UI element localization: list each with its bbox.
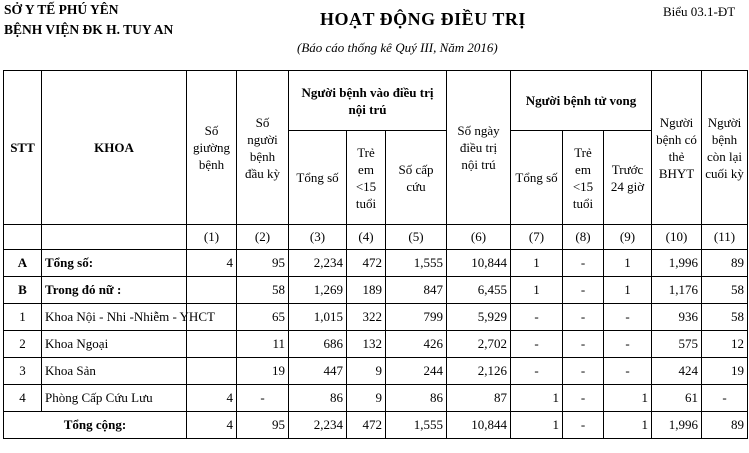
col-number: (6) [447, 225, 511, 250]
table-cell: - [563, 385, 604, 412]
col-header-so-ngay: Số ngày điều trị nội trú [447, 71, 511, 225]
table-cell: 1 [604, 250, 652, 277]
table-cell: - [563, 331, 604, 358]
col-header-khoa: KHOA [42, 71, 187, 225]
table-cell: 58 [702, 277, 748, 304]
table-cell: 2,702 [447, 331, 511, 358]
table-cell: 89 [702, 250, 748, 277]
table-cell: 61 [652, 385, 702, 412]
table-cell: 58 [702, 304, 748, 331]
total-row [4, 412, 748, 439]
col-number: (7) [511, 225, 563, 250]
table-cell: 1,015 [289, 304, 347, 331]
row-stt: 3 [4, 358, 42, 385]
col-number: (8) [563, 225, 604, 250]
col-header-con-lai: Người bệnh còn lại cuối kỳ [702, 71, 748, 225]
table-cell: - [237, 385, 289, 412]
table-cell: 1,555 [386, 250, 447, 277]
table-cell: - [511, 304, 563, 331]
table-cell: - [563, 277, 604, 304]
table-cell: 1 [604, 385, 652, 412]
table-cell: 2,234 [289, 412, 347, 439]
table-cell: 6,455 [447, 277, 511, 304]
col-header-tong-so: Tổng số [289, 131, 347, 225]
table-cell: 89 [702, 412, 748, 439]
table-cell: 95 [237, 250, 289, 277]
row-stt: 1 [4, 304, 42, 331]
table-cell: - [511, 358, 563, 385]
table-cell: 1,176 [652, 277, 702, 304]
table-cell [187, 358, 237, 385]
table-cell: 426 [386, 331, 447, 358]
table-cell: 87 [447, 385, 511, 412]
table-cell: 1,555 [386, 412, 447, 439]
table-cell: 799 [386, 304, 447, 331]
col-number: (3) [289, 225, 347, 250]
col-number: (1) [187, 225, 237, 250]
row-khoa: Phòng Cấp Cứu Lưu [42, 385, 187, 412]
table-row [4, 250, 748, 277]
table-cell: 19 [237, 358, 289, 385]
table-cell: 1,996 [652, 412, 702, 439]
table-cell: 1 [511, 250, 563, 277]
row-stt: 2 [4, 331, 42, 358]
table-cell: 19 [702, 358, 748, 385]
col-header-tv-tre-em: Trẻ em <15 tuổi [563, 131, 604, 225]
form-code: Biểu 03.1-ĐT [663, 4, 736, 19]
col-number: (10) [652, 225, 702, 250]
table-cell: 10,844 [447, 412, 511, 439]
table-cell: 189 [347, 277, 386, 304]
col-number-row [4, 225, 748, 250]
table-cell: 1 [604, 412, 652, 439]
table-cell: 4 [187, 250, 237, 277]
table-cell: 11 [237, 331, 289, 358]
row-khoa: Trong đó nữ : [42, 277, 187, 304]
table-cell [187, 331, 237, 358]
table-cell: 10,844 [447, 250, 511, 277]
table-cell: 472 [347, 412, 386, 439]
org-line-2: BỆNH VIỆN ĐK H. TUY AN [4, 22, 174, 37]
col-group-vao-dieu-tri: Người bệnh vào điều trị nội trú [289, 71, 447, 131]
table-cell: 686 [289, 331, 347, 358]
col-header-tv-tong: Tổng số [511, 131, 563, 225]
report-subtitle: (Báo cáo thống kê Quý III, Năm 2016) [297, 40, 498, 55]
table-cell: 936 [652, 304, 702, 331]
table-cell: 58 [237, 277, 289, 304]
table-cell: 1 [511, 412, 563, 439]
table-cell: - [604, 304, 652, 331]
table-cell: - [604, 358, 652, 385]
table-cell: - [604, 331, 652, 358]
table-row [4, 358, 748, 385]
table-cell: 447 [289, 358, 347, 385]
col-number: (4) [347, 225, 386, 250]
table-cell: 86 [386, 385, 447, 412]
table-cell: - [563, 250, 604, 277]
table-cell: 12 [702, 331, 748, 358]
table-cell: 2,234 [289, 250, 347, 277]
table-cell: 424 [652, 358, 702, 385]
col-header-tre-em: Trẻ em <15 tuổi [347, 131, 386, 225]
table-cell: - [702, 385, 748, 412]
table-cell: - [563, 304, 604, 331]
table-cell: 4 [187, 385, 237, 412]
col-header-tv-truoc24: Trước 24 giờ [604, 131, 652, 225]
col-header-cap-cuu: Số cấp cứu [386, 131, 447, 225]
table-cell: 5,929 [447, 304, 511, 331]
table-cell: 1,996 [652, 250, 702, 277]
col-number: (9) [604, 225, 652, 250]
treatment-table [3, 70, 748, 439]
table-cell: 132 [347, 331, 386, 358]
row-khoa: Tổng số: [42, 250, 187, 277]
col-number: (2) [237, 225, 289, 250]
table-row [4, 385, 748, 412]
col-header-stt: STT [4, 71, 42, 225]
row-khoa: Khoa Sản [42, 358, 187, 385]
table-cell [187, 277, 237, 304]
table-cell: 65 [237, 304, 289, 331]
row-stt: B [4, 277, 42, 304]
table-cell: 847 [386, 277, 447, 304]
table-cell: - [563, 358, 604, 385]
row-khoa: Khoa Ngoại [42, 331, 187, 358]
table-row [4, 331, 748, 358]
row-khoa: Khoa Nội - Nhi -Nhiễm - YHCT [42, 304, 187, 331]
col-number: (5) [386, 225, 447, 250]
report-title: HOẠT ĐỘNG ĐIỀU TRỊ [320, 9, 526, 29]
table-cell: 2,126 [447, 358, 511, 385]
total-label: Tổng cộng: [4, 412, 187, 439]
table-cell: 322 [347, 304, 386, 331]
table-row [4, 277, 748, 304]
table-cell: 9 [347, 358, 386, 385]
col-number: (11) [702, 225, 748, 250]
table-cell: 1 [511, 385, 563, 412]
table-row [4, 304, 748, 331]
table-cell: - [511, 331, 563, 358]
table-cell: - [563, 412, 604, 439]
table-cell: 1 [604, 277, 652, 304]
table-cell: 4 [187, 412, 237, 439]
table-cell: 472 [347, 250, 386, 277]
table-cell: 9 [347, 385, 386, 412]
table-cell: 575 [652, 331, 702, 358]
col-header-nguoi-dau-ky: Số người bệnh đầu kỳ [237, 71, 289, 225]
table-cell: 1,269 [289, 277, 347, 304]
table-cell: 1 [511, 277, 563, 304]
row-stt: 4 [4, 385, 42, 412]
col-header-so-giuong: Số giường bệnh [187, 71, 237, 225]
org-line-1: SỞ Y TẾ PHÚ YÊN [4, 2, 119, 17]
row-stt: A [4, 250, 42, 277]
table-cell: 86 [289, 385, 347, 412]
table-cell: 95 [237, 412, 289, 439]
table-cell: 244 [386, 358, 447, 385]
col-header-bhyt: Người bệnh có thẻ BHYT [652, 71, 702, 225]
col-group-tu-vong: Người bệnh tử vong [511, 71, 652, 131]
